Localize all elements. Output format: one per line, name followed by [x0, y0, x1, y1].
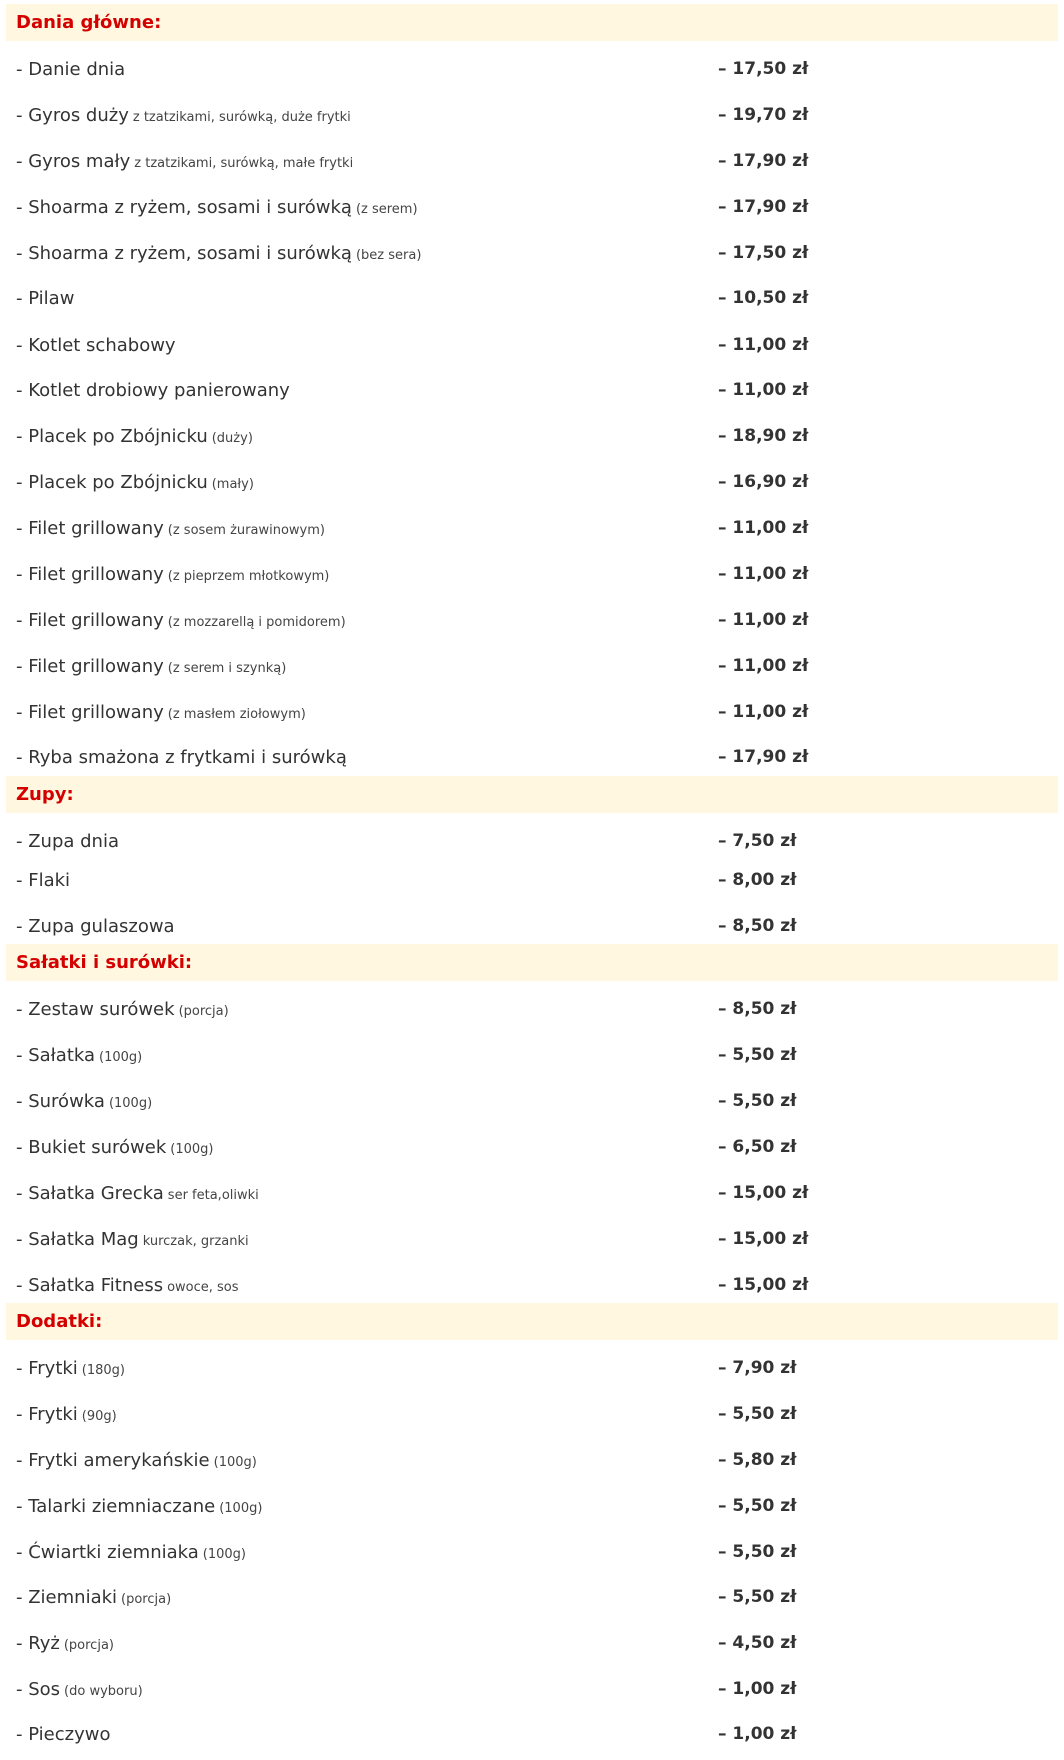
- item-price: – 5,50 zł: [718, 1587, 797, 1607]
- item-price: – 17,90 zł: [718, 151, 809, 171]
- item-note: owoce, sos: [167, 1279, 239, 1295]
- menu-item: [0, 697, 1064, 727]
- item-price: – 6,50 zł: [718, 1137, 797, 1157]
- menu-item: [0, 1132, 1064, 1162]
- menu-item: [0, 1674, 1064, 1704]
- item-note: (mały): [211, 476, 254, 492]
- menu-item: [0, 1353, 1064, 1383]
- menu-item: [0, 54, 1064, 84]
- item-price: – 15,00 zł: [718, 1275, 809, 1295]
- menu-item: [0, 1582, 1064, 1612]
- item-price: – 11,00 zł: [718, 518, 809, 538]
- item-name: - Kotlet drobiowy panierowany: [16, 379, 290, 401]
- item-price: – 11,00 zł: [718, 702, 809, 722]
- item-name: - Gyros mały z tzatzikami, surówką, małe frytki: [16, 150, 354, 172]
- menu-item: [0, 826, 1064, 856]
- menu-item: [0, 1270, 1064, 1300]
- item-note: (90g): [81, 1408, 117, 1424]
- item-name: - Ryż (porcja): [16, 1632, 114, 1654]
- item-name: - Sałatka (100g): [16, 1044, 143, 1066]
- item-price: – 11,00 zł: [718, 335, 809, 355]
- menu-item: [0, 1399, 1064, 1429]
- item-price: – 17,90 zł: [718, 747, 809, 767]
- menu-item: [0, 742, 1064, 772]
- item-note: (100g): [170, 1141, 214, 1157]
- item-note: (porcja): [121, 1591, 172, 1607]
- menu-item: [0, 1086, 1064, 1116]
- item-price: – 7,50 zł: [718, 831, 797, 851]
- item-note: z tzatzikami, surówką, duże frytki: [132, 109, 351, 125]
- item-name: - Filet grillowany (z serem i szynką): [16, 655, 287, 677]
- menu-item: [0, 1719, 1064, 1749]
- menu-item: [0, 192, 1064, 222]
- item-note: (porcja): [63, 1637, 114, 1653]
- item-note: (z serem): [355, 201, 418, 217]
- item-note: (100g): [108, 1095, 153, 1111]
- item-price: – 7,90 zł: [718, 1358, 797, 1378]
- item-name: - Ćwiartki ziemniaka (100g): [16, 1541, 246, 1563]
- item-price: – 5,50 zł: [718, 1496, 797, 1516]
- item-price: – 1,00 zł: [718, 1724, 797, 1744]
- menu-item: [0, 330, 1064, 360]
- item-name: - Zupa dnia: [16, 830, 119, 852]
- item-note: z tzatzikami, surówką, małe frytki: [134, 155, 354, 171]
- item-name: - Filet grillowany (z pieprzem młotkowym): [16, 563, 330, 585]
- menu-item: [0, 651, 1064, 681]
- item-name: - Frytki amerykańskie (100g): [16, 1449, 257, 1471]
- menu-item: [0, 1178, 1064, 1208]
- item-note: (100g): [219, 1500, 263, 1516]
- menu-item: [0, 513, 1064, 543]
- item-price: – 17,50 zł: [718, 59, 809, 79]
- item-name: - Shoarma z ryżem, sosami i surówką (bez sera): [16, 242, 422, 264]
- item-price: – 5,80 zł: [718, 1450, 797, 1470]
- item-price: – 11,00 zł: [718, 564, 809, 584]
- menu-item: [0, 146, 1064, 176]
- item-price: – 11,00 zł: [718, 656, 809, 676]
- menu-item: [0, 1491, 1064, 1521]
- section-header-dodatki: Dodatki:: [6, 1303, 1058, 1340]
- item-price: – 17,50 zł: [718, 243, 809, 263]
- item-price: – 5,50 zł: [718, 1091, 797, 1111]
- item-name: - Sałatka Mag kurczak, grzanki: [16, 1228, 249, 1250]
- menu-item: [0, 1628, 1064, 1658]
- item-price: – 11,00 zł: [718, 380, 809, 400]
- item-name: - Filet grillowany (z masłem ziołowym): [16, 701, 306, 723]
- item-price: – 5,50 zł: [718, 1045, 797, 1065]
- item-price: – 8,50 zł: [718, 916, 797, 936]
- item-name: - Pieczywo: [16, 1723, 111, 1745]
- item-name: - Flaki: [16, 869, 71, 891]
- item-note: ser feta,oliwki: [167, 1187, 259, 1203]
- item-note: kurczak, grzanki: [142, 1233, 249, 1249]
- item-note: (bez sera): [355, 247, 422, 263]
- item-name: - Filet grillowany (z mozzarellą i pomidorem): [16, 609, 346, 631]
- item-note: (180g): [81, 1362, 126, 1378]
- item-note: (100g): [213, 1454, 257, 1470]
- section-header-salatki: Sałatki i surówki:: [6, 944, 1058, 981]
- item-name: - Zupa gulaszowa: [16, 915, 175, 937]
- item-note: (duży): [211, 430, 253, 446]
- item-price: – 4,50 zł: [718, 1633, 797, 1653]
- item-price: – 17,90 zł: [718, 197, 809, 217]
- item-price: – 15,00 zł: [718, 1229, 809, 1249]
- item-price: – 16,90 zł: [718, 472, 809, 492]
- item-name: - Ryba smażona z frytkami i surówką: [16, 746, 347, 768]
- item-name: - Sałatka Fitness owoce, sos: [16, 1274, 239, 1296]
- item-name: - Bukiet surówek (100g): [16, 1136, 214, 1158]
- item-price: – 19,70 zł: [718, 105, 809, 125]
- menu-item: [0, 559, 1064, 589]
- item-name: - Frytki (90g): [16, 1403, 117, 1425]
- item-name: - Placek po Zbójnicku (mały): [16, 471, 254, 493]
- item-note: (z serem i szynką): [167, 660, 287, 676]
- section-header-dania-glowne: Dania główne:: [6, 4, 1058, 41]
- menu-item: [0, 1445, 1064, 1475]
- item-name: - Sałatka Grecka ser feta,oliwki: [16, 1182, 259, 1204]
- item-note: (z mozzarellą i pomidorem): [167, 614, 346, 630]
- item-note: (z pieprzem młotkowym): [167, 568, 330, 584]
- item-price: – 10,50 zł: [718, 288, 809, 308]
- menu-item: [0, 283, 1064, 313]
- item-name: - Zestaw surówek (porcja): [16, 998, 229, 1020]
- item-price: – 5,50 zł: [718, 1542, 797, 1562]
- item-name: - Ziemniaki (porcja): [16, 1586, 172, 1608]
- item-note: (z masłem ziołowym): [167, 706, 306, 722]
- menu-item: [0, 911, 1064, 941]
- item-note: (do wyboru): [64, 1683, 143, 1699]
- item-name: - Gyros duży z tzatzikami, surówką, duże frytki: [16, 104, 351, 126]
- menu-item: [0, 421, 1064, 451]
- menu-item: [0, 865, 1064, 895]
- item-name: - Sos (do wyboru): [16, 1678, 143, 1700]
- item-price: – 5,50 zł: [718, 1404, 797, 1424]
- menu-item: [0, 375, 1064, 405]
- menu-item: [0, 238, 1064, 268]
- item-name: - Shoarma z ryżem, sosami i surówką (z serem): [16, 196, 418, 218]
- item-price: – 1,00 zł: [718, 1679, 797, 1699]
- item-note: (porcja): [178, 1003, 229, 1019]
- item-note: (100g): [202, 1546, 246, 1562]
- item-name: - Placek po Zbójnicku (duży): [16, 425, 253, 447]
- item-name: - Pilaw: [16, 287, 75, 309]
- menu-item: [0, 100, 1064, 130]
- menu-item: [0, 1224, 1064, 1254]
- item-name: - Frytki (180g): [16, 1357, 126, 1379]
- item-price: – 8,00 zł: [718, 870, 797, 890]
- item-price: – 18,90 zł: [718, 426, 809, 446]
- menu-item: [0, 1040, 1064, 1070]
- menu-item: [0, 467, 1064, 497]
- menu-item: [0, 1537, 1064, 1567]
- item-name: - Surówka (100g): [16, 1090, 153, 1112]
- item-note: (z sosem żurawinowym): [167, 522, 325, 538]
- menu-item: [0, 994, 1064, 1024]
- item-name: - Filet grillowany (z sosem żurawinowym): [16, 517, 325, 539]
- menu-item: [0, 605, 1064, 635]
- section-header-zupy: Zupy:: [6, 776, 1058, 813]
- item-price: – 8,50 zł: [718, 999, 797, 1019]
- item-name: - Kotlet schabowy: [16, 334, 176, 356]
- item-price: – 11,00 zł: [718, 610, 809, 630]
- item-name: - Talarki ziemniaczane (100g): [16, 1495, 263, 1517]
- item-price: – 15,00 zł: [718, 1183, 809, 1203]
- item-name: - Danie dnia: [16, 58, 126, 80]
- item-note: (100g): [99, 1049, 143, 1065]
